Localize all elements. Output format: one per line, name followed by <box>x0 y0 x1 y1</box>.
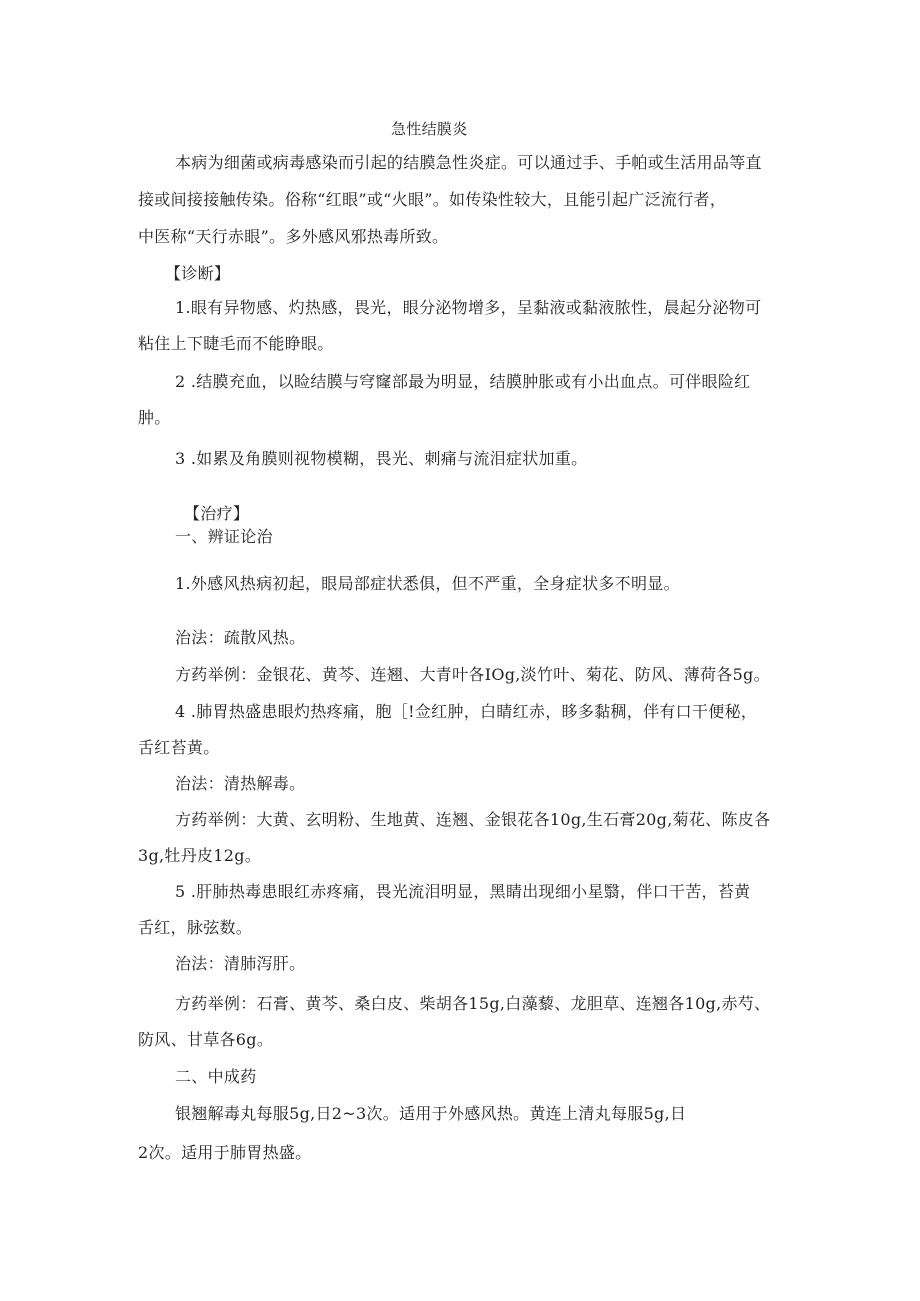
intro-line-1: 本病为细菌或病毒感染而引起的结膜急性炎症。可以通过手、手帕或生活用品等直 <box>175 153 762 172</box>
intro-line-3: 中医称“天行赤眼”。多外感风邪热毒所致。 <box>138 227 449 246</box>
case-2-description-line-2: 舌红苔黄。 <box>138 738 220 757</box>
case-1-description: 1.外感风热病初起，眼局部症状悉俱，但不严重，全身症状多不明显。 <box>175 574 680 593</box>
patent-medicine-line-2: 2次。适用于肺胃热盛。 <box>138 1143 312 1162</box>
diagnosis-item-2-line-1: 2 .结膜充血，以睑结膜与穹窿部最为明显，结膜肿胀或有小出血点。可伴眼险红 <box>175 372 751 391</box>
case-2-description-line-1: 4 .肺胃热盛患眼灼热疼痛，胞［!佥红肿，白睛红赤，眵多黏稠，伴有口干便秘， <box>175 702 758 721</box>
case-2-formula-line-2: 3g,牡丹皮12g。 <box>138 846 262 865</box>
case-3-formula-line-2: 防风、甘草各6g。 <box>138 1030 274 1049</box>
case-2-method: 治法：清热解毒。 <box>175 774 306 793</box>
intro-line-2: 接或间接接触传染。俗称“红眼”或“火眼”。如传染性较大，且能引起广泛流行者， <box>138 190 727 209</box>
diagnosis-item-1-line-1: 1.眼有异物感、灼热感，畏光，眼分泌物增多，呈黏液或黏液脓性，晨起分泌物可 <box>175 298 762 317</box>
diagnosis-item-1-line-2: 粘住上下睫毛而不能睁眼。 <box>138 334 334 353</box>
case-3-description-line-1: 5 .肝肺热毒患眼红赤疼痛，畏光流泪明显，黑睛出现细小星翳，伴口干苦，苔黄 <box>175 882 751 901</box>
document-title: 急性结膜炎 <box>391 120 468 138</box>
case-1-method: 治法：疏散风热。 <box>175 628 306 647</box>
patent-medicine-line-1: 银翘解毒丸每服5g,日2~3次。适用于外感风热。黄连上清丸每服5g,日 <box>175 1104 687 1123</box>
diagnosis-item-2-line-2: 肿。 <box>138 408 171 427</box>
case-3-description-line-2: 舌红，脉弦数。 <box>138 918 253 937</box>
diagnosis-heading: 【诊断】 <box>165 264 231 283</box>
case-3-formula-line-1: 方药举例：石膏、黄芩、桑白皮、柴胡各15g,白藻藜、龙胆草、连翘各10g,赤芍、 <box>175 994 771 1013</box>
case-3-method: 治法：清肺泻肝。 <box>175 954 306 973</box>
treatment-section-2: 二、中成药 <box>175 1067 257 1086</box>
diagnosis-item-3: 3 .如累及角膜则视物模糊，畏光、刺痛与流泪症状加重。 <box>175 449 588 468</box>
treatment-section-1: 一、辨证论治 <box>175 527 273 546</box>
treatment-heading: 【治疗】 <box>184 504 250 523</box>
case-2-formula-line-1: 方药举例：大黄、玄明粉、生地黄、连翘、金银花各10g,生石膏20g,菊花、陈皮各 <box>175 810 771 829</box>
case-1-formula: 方药举例：金银花、黄芩、连翘、大青叶各IOg,淡竹叶、菊花、防风、薄荷各5g。 <box>175 665 770 684</box>
